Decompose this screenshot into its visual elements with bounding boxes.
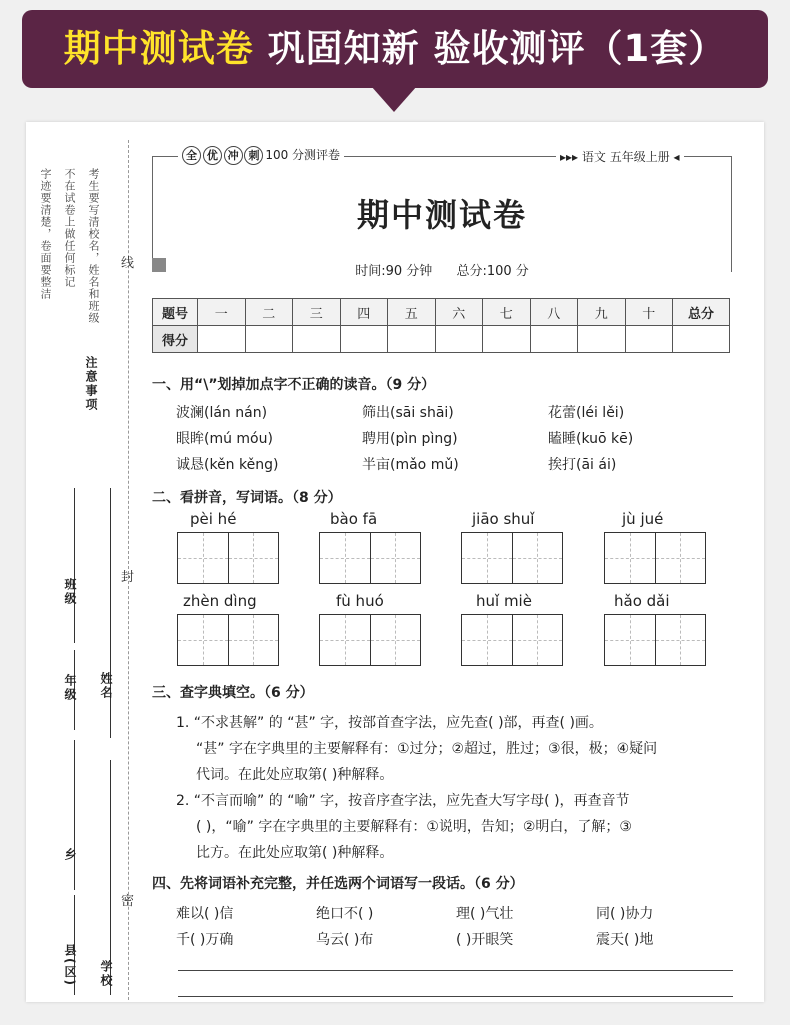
notice-title: 注意事项: [84, 356, 98, 412]
notice-line: 不在试卷上做任何标记: [63, 168, 76, 288]
question-line: 比方。在此处应取第( )种解释。: [196, 845, 394, 861]
reading-item: 眼眸(mú móu): [176, 431, 273, 447]
seal-char: 线: [121, 256, 135, 271]
answer-line[interactable]: [178, 996, 733, 997]
question-line: ( )，“喻” 字在字典里的主要解释有：①说明，告知；②明白，了解；③: [196, 819, 632, 835]
question-line: “甚” 字在字典里的主要解释有：①过分；②超过，胜过；③很，极；④疑问: [196, 741, 658, 757]
score-cell[interactable]: [340, 326, 388, 353]
name-field[interactable]: [110, 488, 111, 738]
question-number: 三: [293, 299, 341, 326]
reading-item: 挨打(āi ái): [548, 457, 617, 473]
brand-char: 刺: [244, 146, 263, 165]
brand-char: 冲: [224, 146, 243, 165]
question-line: 1. “不求甚解” 的 “甚” 字，按部首查字法，应先查( )部，再查( )画。: [176, 715, 603, 731]
banner-subtitle: 巩固知新 验收测评（1套）: [253, 27, 727, 70]
pinyin-label: pèi hé: [190, 510, 237, 528]
reading-item: 诚恳(kěn kěng): [176, 457, 279, 473]
idiom-item: 震天( )地: [596, 932, 654, 948]
banner: [22, 10, 768, 88]
answer-line[interactable]: [178, 970, 733, 971]
question-number: 四: [340, 299, 388, 326]
pinyin-label: jiāo shuǐ: [472, 510, 535, 528]
score-cell[interactable]: [625, 326, 673, 353]
writing-grid[interactable]: [319, 532, 421, 584]
idiom-item: 同( )协力: [596, 906, 654, 922]
brand-char: 优: [203, 146, 222, 165]
banner-pointer-icon: [371, 86, 417, 112]
class-label: 班级: [63, 578, 77, 606]
idiom-item: ( )开眼笑: [456, 932, 514, 948]
writing-grid[interactable]: [177, 532, 279, 584]
question-number: 一: [198, 299, 246, 326]
writing-grid[interactable]: [319, 614, 421, 666]
question-number: 八: [530, 299, 578, 326]
brand-char: 全: [182, 146, 201, 165]
score-cell[interactable]: [435, 326, 483, 353]
name-label: 姓名: [99, 672, 113, 700]
pinyin-label: huǐ miè: [476, 592, 532, 610]
idiom-item: 难以( )信: [176, 906, 234, 922]
section4-title: 四、先将词语补充完整，并任选两个词语写一段话。（6 分）: [152, 876, 524, 892]
score-cell[interactable]: [198, 326, 246, 353]
section2-title: 二、看拼音，写词语。（8 分）: [152, 490, 342, 506]
notice-line: 字迹要清楚，卷面要整洁: [39, 168, 52, 300]
score-cell[interactable]: [578, 326, 626, 353]
seal-char: 密: [121, 894, 135, 909]
question-number: 六: [435, 299, 483, 326]
time-limit: 时间:90 分钟: [355, 264, 433, 279]
idiom-item: 乌云( )布: [316, 932, 374, 948]
reading-item: 聘用(pìn pìng): [362, 431, 458, 447]
writing-grid[interactable]: [461, 614, 563, 666]
pinyin-label: fù huó: [336, 592, 384, 610]
township-field[interactable]: [74, 740, 75, 890]
class-field[interactable]: [74, 488, 75, 643]
notice-text: [33, 168, 105, 343]
section3-title: 三、查字典填空。（6 分）: [152, 685, 314, 701]
pinyin-label: jù jué: [622, 510, 664, 528]
idiom-item: 千( )万确: [176, 932, 234, 948]
score-cell[interactable]: [245, 326, 293, 353]
question-number: 十: [625, 299, 673, 326]
pinyin-label: zhèn dìng: [183, 592, 257, 610]
writing-grid[interactable]: [604, 532, 706, 584]
reading-item: 筛出(sāi shāi): [362, 405, 454, 421]
score-label: 得分: [153, 326, 198, 353]
question-number: 七: [483, 299, 531, 326]
banner-highlight: 期中测试卷: [63, 27, 254, 70]
total-label: 总分: [673, 299, 730, 326]
question-line: 2. “不言而喻” 的 “喻” 字，按音序查字法，应先查大写字母( )，再查音节: [176, 793, 630, 809]
score-table: [152, 298, 730, 353]
school-label: 学校: [99, 960, 113, 988]
score-cell[interactable]: [530, 326, 578, 353]
question-number-label: 题号: [153, 299, 198, 326]
score-cell[interactable]: [293, 326, 341, 353]
total-score: 总分:100 分: [456, 264, 529, 279]
county-label: 县(区): [63, 944, 77, 987]
question-number: 九: [578, 299, 626, 326]
score-cell[interactable]: [483, 326, 531, 353]
township-label: 乡: [63, 848, 77, 862]
subject-tag: ▸▸▸ 语文 五年级上册 ◂: [556, 148, 684, 165]
pinyin-label: bào fā: [330, 510, 378, 528]
idiom-item: 绝口不( ): [316, 906, 374, 922]
banner-title: [22, 10, 768, 88]
brand: [178, 146, 344, 165]
reading-item: 半亩(mǎo mǔ): [362, 457, 459, 473]
question-number: 五: [388, 299, 436, 326]
exam-meta: [152, 260, 732, 279]
reading-item: 花蕾(léi lěi): [548, 405, 625, 421]
reading-item: 波澜(lán nán): [176, 405, 268, 421]
question-line: 代词。在此处应取第( )种解释。: [196, 767, 394, 783]
page-title: 期中测试卷: [356, 196, 527, 234]
notice-line: 考生要写清校名，姓名和班级: [87, 168, 100, 324]
question-number: 二: [245, 299, 293, 326]
total-score-cell[interactable]: [673, 326, 730, 353]
grade-label: 年级: [63, 674, 77, 702]
writing-grid[interactable]: [461, 532, 563, 584]
seal-char: 封: [121, 570, 135, 585]
writing-grid[interactable]: [604, 614, 706, 666]
idiom-item: 理( )气壮: [456, 906, 514, 922]
section1-title: 一、用“\”划掉加点字不正确的读音。（9 分）: [152, 377, 436, 393]
pinyin-label: hǎo dǎi: [614, 592, 670, 610]
score-cell[interactable]: [388, 326, 436, 353]
writing-grid[interactable]: [177, 614, 279, 666]
reading-item: 瞌睡(kuō kē): [548, 431, 634, 447]
brand-suffix: 100 分测评卷: [265, 148, 341, 162]
